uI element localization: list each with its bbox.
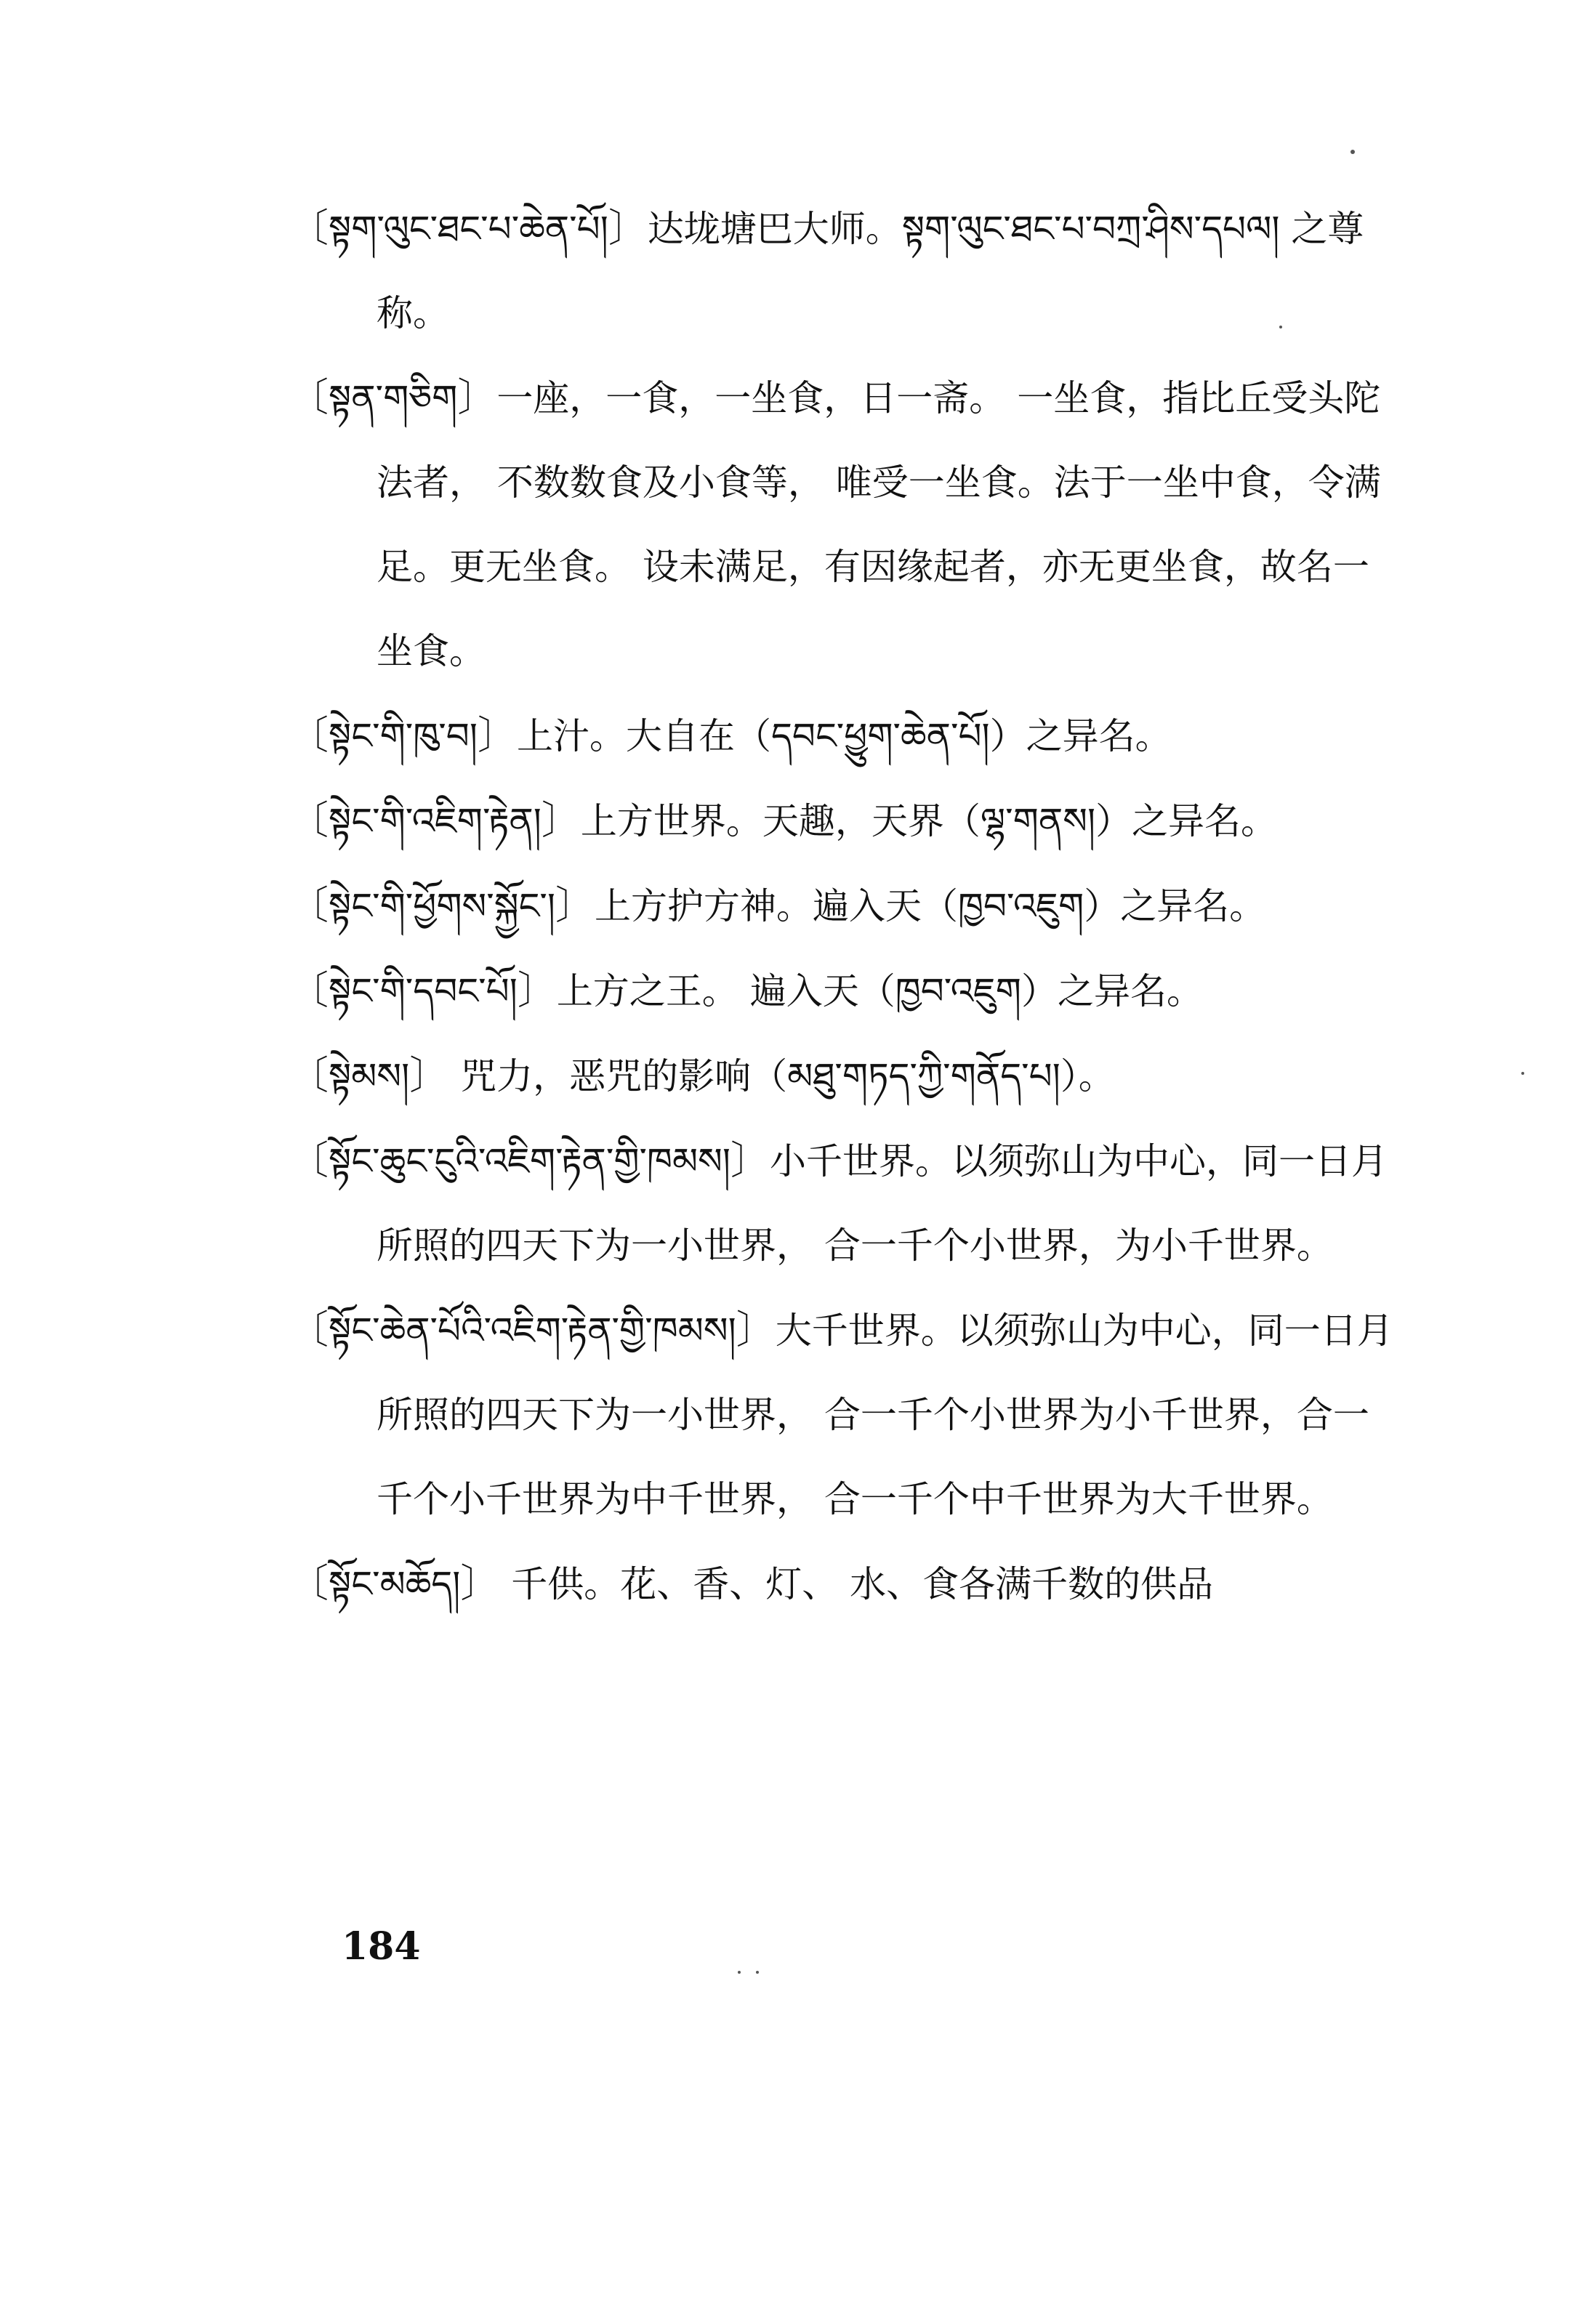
headword: སྟོང་མཆོད། bbox=[329, 1563, 461, 1605]
close-bracket: 〕 bbox=[457, 374, 497, 420]
tibetan-term: དབང་ཕྱུག་ཆེན་པོ། bbox=[770, 715, 990, 757]
definition: 小千世界。以须弥山为中心，同一日月所照的四天下为一小世界， 合一千个小世界，为小千世界。 bbox=[377, 1140, 1388, 1267]
close-bracket: 〕 bbox=[477, 712, 517, 758]
dictionary-entry bbox=[289, 1118, 1401, 1288]
definition: ）之异名。 bbox=[1095, 800, 1278, 842]
scan-speck bbox=[1279, 326, 1282, 328]
dictionary-entry bbox=[289, 778, 1401, 863]
headword: སྟེང་གི་འཇིག་རྟེན། bbox=[329, 800, 542, 842]
scan-speck bbox=[738, 1971, 741, 1974]
scan-speck bbox=[1521, 1072, 1524, 1075]
dictionary-entry bbox=[289, 948, 1401, 1033]
dictionary-entry bbox=[289, 1033, 1401, 1118]
definition: 上方护方神。遍入天（ bbox=[595, 885, 958, 927]
definition: 一座，一食，一坐食，日一斋。 一坐食，指比丘受头陀法者， 不数数食及小食等， 唯受一坐食。法于一坐中食，令满足。更无坐食。 设未满足，有因缘起者，亦无更坐食，故名一坐食。 bbox=[377, 377, 1381, 672]
tibetan-term: ཁྱབ་འཇུག bbox=[958, 885, 1084, 927]
headword: སྟེང་གི་ཕྱོགས་སྐྱོང་། bbox=[329, 885, 555, 927]
definition: 上汁。大自在（ bbox=[516, 715, 771, 757]
dictionary-entry bbox=[289, 1288, 1401, 1541]
definition: ）。 bbox=[1060, 1055, 1115, 1097]
headword: སྟག་ལུང་ཐང་པ་ཆེན་པོ། bbox=[329, 208, 608, 250]
open-bracket: 〔 bbox=[289, 712, 329, 758]
scan-speck bbox=[1350, 150, 1355, 154]
headword: སྟེམས། bbox=[329, 1055, 410, 1097]
close-bracket: 〕 bbox=[541, 797, 581, 843]
open-bracket: 〔 bbox=[289, 1560, 329, 1606]
definition: 咒力，恶咒的影响（ bbox=[448, 1055, 788, 1097]
tibetan-term: སྟག་ལུང་ཐང་པ་བཀྲ་ཤིས་དཔལ། bbox=[901, 208, 1280, 250]
headword: སྟན་གཅིག bbox=[329, 377, 458, 419]
headword: སྟེང་གི་ཁུ་བ། bbox=[329, 715, 478, 757]
open-bracket: 〔 bbox=[289, 374, 329, 420]
definition: 上方之王。 遍入天（ bbox=[556, 970, 895, 1012]
dictionary-entry bbox=[289, 1541, 1401, 1626]
close-bracket: 〕 bbox=[608, 205, 648, 251]
open-bracket: 〔 bbox=[289, 1052, 329, 1098]
scan-speck bbox=[756, 1971, 759, 1974]
headword: སྟེང་གི་དབང་པོ། bbox=[329, 970, 518, 1012]
dictionary-entry bbox=[289, 186, 1401, 355]
entry-list bbox=[289, 186, 1401, 1626]
tibetan-term: ཁྱབ་འཇུག bbox=[895, 970, 1021, 1012]
definition: 之尊称。 bbox=[377, 208, 1364, 334]
dictionary-entry bbox=[289, 863, 1401, 948]
close-bracket: 〕 bbox=[730, 1137, 770, 1183]
definition: 上方世界。天趣，天界（ bbox=[580, 800, 981, 842]
close-bracket: 〕 bbox=[736, 1307, 776, 1352]
close-bracket: 〕 bbox=[517, 967, 557, 1013]
open-bracket: 〔 bbox=[289, 882, 329, 928]
close-bracket: 〕 bbox=[555, 882, 595, 928]
open-bracket: 〔 bbox=[289, 797, 329, 843]
close-bracket: 〕 bbox=[409, 1052, 449, 1098]
dictionary-entry bbox=[289, 693, 1401, 778]
definition: 达垅塘巴大师。 bbox=[647, 208, 902, 250]
tibetan-term: མཐུ་གཏད་ཀྱི་གནོད་པ། bbox=[787, 1055, 1060, 1097]
definition: ）之异名。 bbox=[1021, 970, 1203, 1012]
open-bracket: 〔 bbox=[289, 1137, 329, 1183]
headword: སྟོང་ཆུང་ངུའི་འཇིག་རྟེན་གྱི་ཁམས། bbox=[329, 1140, 730, 1182]
definition: 大千世界。以须弥山为中心，同一日月所照的四天下为一小世界， 合一千个小世界为小千世界，合一千个小千世界为中千世界， 合一千个中千世界为大千世界。 bbox=[377, 1310, 1393, 1520]
definition: ）之异名。 bbox=[1084, 885, 1266, 927]
page-number: 184 bbox=[342, 1924, 421, 1969]
definition: 千供。花、香、灯、 水、食各满千数的供品 bbox=[499, 1563, 1214, 1605]
headword: སྟོང་ཆེན་པོའི་འཇིག་རྟེན་གྱི་ཁམས། bbox=[329, 1310, 736, 1352]
dictionary-entry bbox=[289, 355, 1401, 693]
definition: ）之异名。 bbox=[989, 715, 1172, 757]
tibetan-term: ལྷ་གནས། bbox=[980, 800, 1096, 842]
open-bracket: 〔 bbox=[289, 967, 329, 1013]
open-bracket: 〔 bbox=[289, 205, 329, 251]
close-bracket: 〕 bbox=[460, 1560, 500, 1606]
open-bracket: 〔 bbox=[289, 1307, 329, 1352]
